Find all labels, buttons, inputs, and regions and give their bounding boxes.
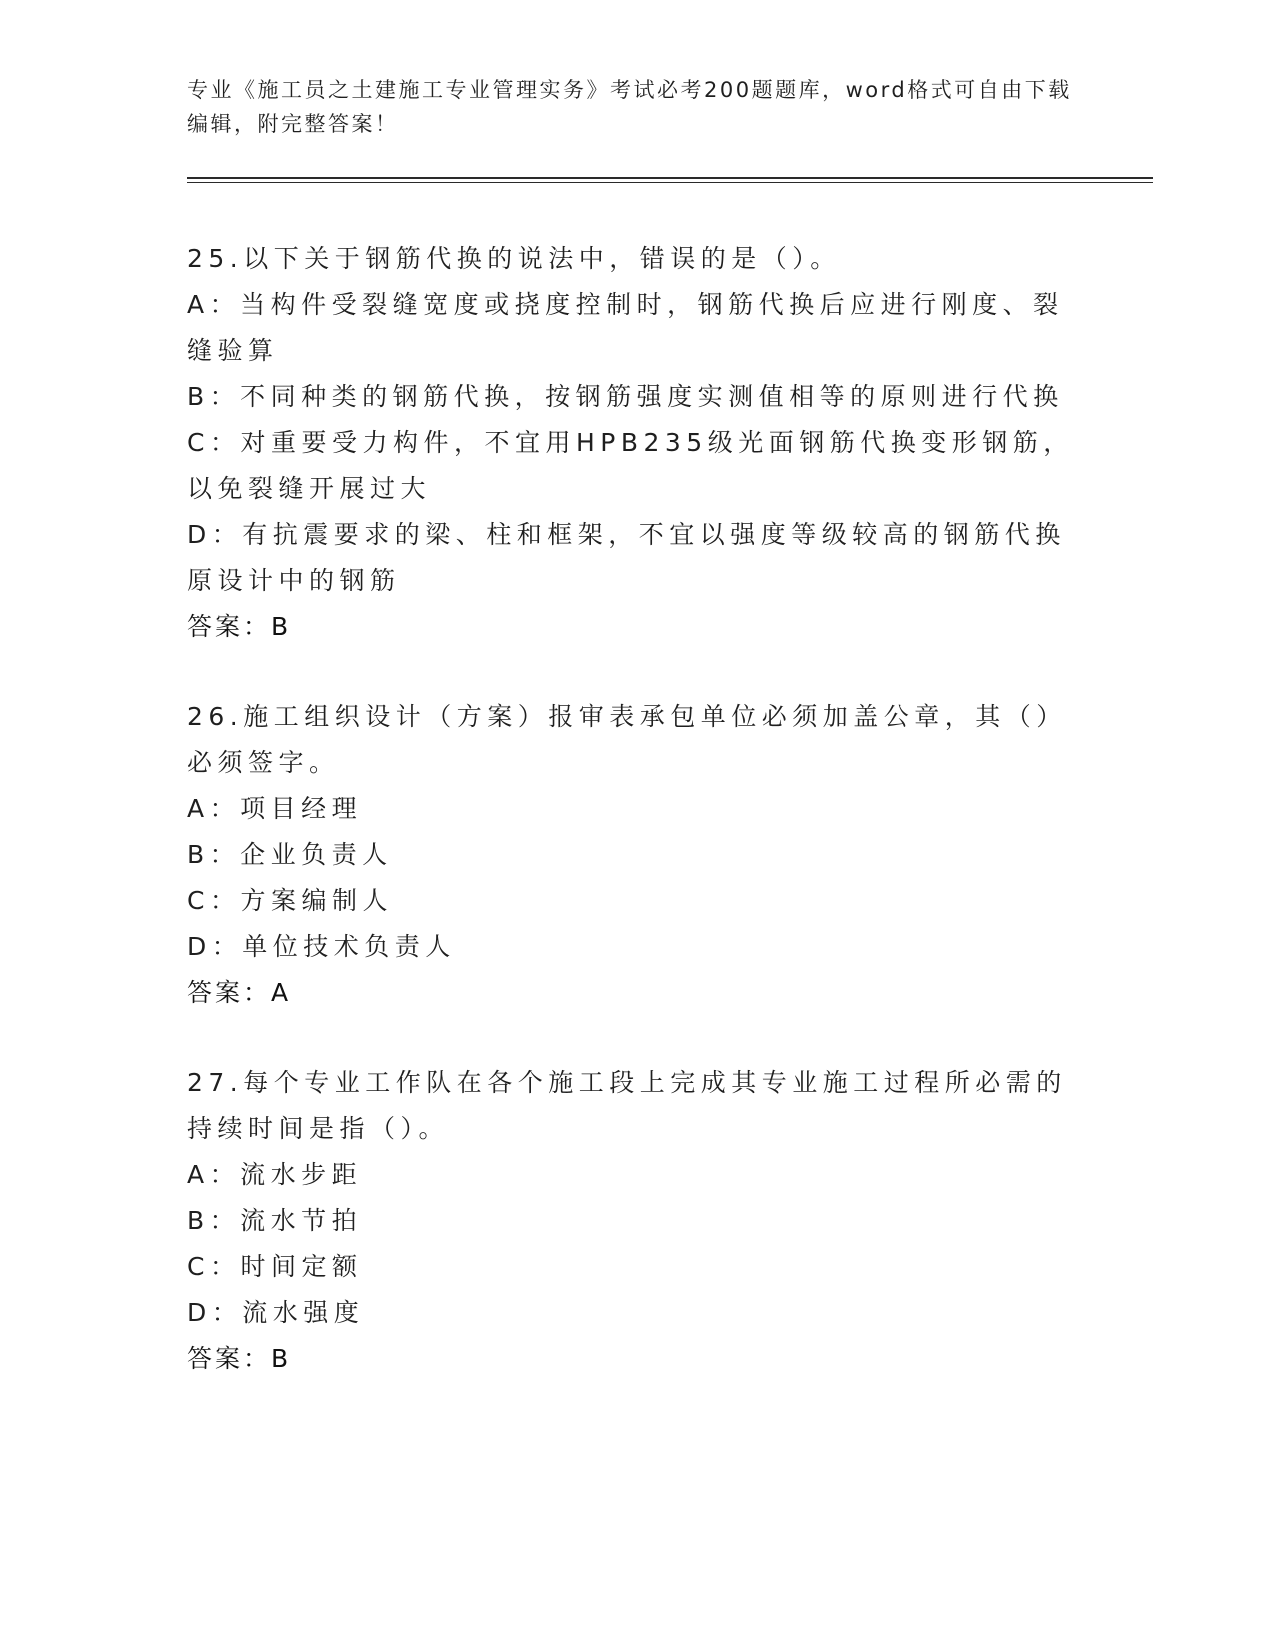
option-d: D：流水强度 [187, 1298, 365, 1327]
answer-label: 答案： [187, 978, 272, 1007]
option-c: C：时间定额 [187, 1252, 363, 1281]
answer-label: 答案： [187, 612, 272, 641]
question-25 [187, 236, 1087, 650]
option-d: D：单位技术负责人 [187, 932, 456, 961]
option-c: C：方案编制人 [187, 886, 393, 915]
question-list [187, 236, 1087, 1426]
option-a: A：当构件受裂缝宽度或挠度控制时，钢筋代换后应进行刚度、裂缝验算 [187, 290, 1064, 365]
question-26 [187, 694, 1087, 1016]
answer-line [187, 604, 1087, 650]
option-b: B：企业负责人 [187, 840, 393, 869]
answer-label: 答案： [187, 1344, 272, 1373]
question-stem: 25.以下关于钢筋代换的说法中，错误的是（）。 [187, 244, 841, 273]
question-stem: 26.施工组织设计（方案）报审表承包单位必须加盖公章，其（）必须签字。 [187, 702, 1067, 777]
option-d: D：有抗震要求的梁、柱和框架，不宜以强度等级较高的钢筋代换原设计中的钢筋 [187, 520, 1066, 595]
option-b: B：流水节拍 [187, 1206, 363, 1235]
option-a: A：流水步距 [187, 1160, 363, 1189]
answer-value: B [271, 1344, 290, 1373]
option-a: A：项目经理 [187, 794, 363, 823]
question-stem: 27.每个专业工作队在各个施工段上完成其专业施工过程所必需的持续时间是指（）。 [187, 1068, 1067, 1143]
answer-value: A [271, 978, 290, 1007]
question-27 [187, 1060, 1087, 1382]
option-b: B：不同种类的钢筋代换，按钢筋强度实测值相等的原则进行代换 [187, 382, 1064, 411]
option-c: C：对重要受力构件，不宜用HPB235级光面钢筋代换变形钢筋，以免裂缝开展过大 [187, 428, 1074, 503]
answer-value: B [271, 612, 290, 641]
answer-line [187, 970, 1087, 1016]
document-header: 专业《施工员之土建施工专业管理实务》考试必考200题题库，word格式可自由下载编辑，附完整答案！ [187, 78, 1072, 136]
answer-line [187, 1336, 1087, 1382]
header-divider-thin [187, 182, 1153, 183]
header-divider [187, 177, 1153, 179]
